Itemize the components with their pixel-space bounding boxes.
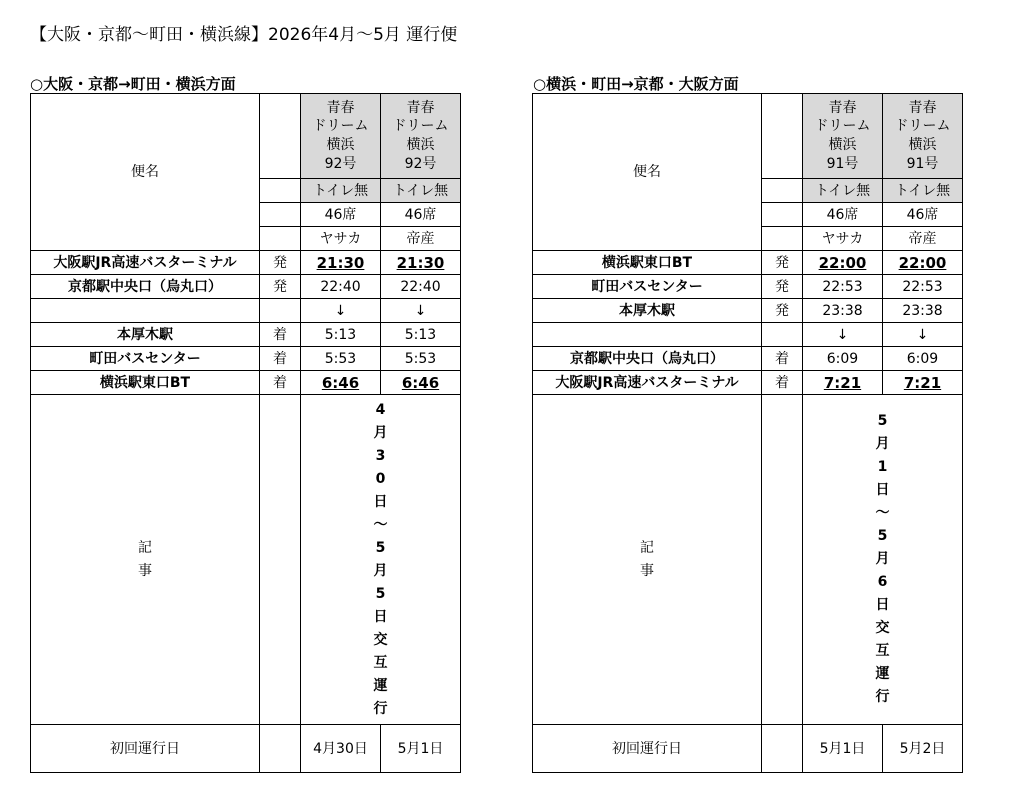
stop-time: 22:53 — [803, 275, 883, 299]
toilet-info: トイレ無 — [803, 179, 883, 203]
first-day-label: 初回運行日 — [31, 725, 260, 773]
kiji-label: 記事 — [31, 395, 260, 725]
stop-name: 京都駅中央口（烏丸口） — [533, 347, 762, 371]
toilet-info: トイレ無 — [301, 179, 381, 203]
seat-count: 46席 — [803, 203, 883, 227]
stop-time: 22:40 — [381, 275, 461, 299]
stop-name: 大阪駅JR高速バスターミナル — [31, 251, 260, 275]
stop-mark — [762, 323, 803, 347]
stop-time: 7:21 — [803, 371, 883, 395]
kiji-note: 4月30日～5月5日交互運行 — [301, 395, 461, 725]
stop-name: 本厚木駅 — [31, 323, 260, 347]
stop-time: 23:38 — [883, 299, 963, 323]
stop-mark: 着 — [260, 323, 301, 347]
bus-name: 青春 ドリーム 横浜 91号 — [803, 94, 883, 179]
arrow-down: ↓ — [301, 299, 381, 323]
stop-time: 21:30 — [381, 251, 461, 275]
stop-mark — [260, 299, 301, 323]
bus-name: 青春 ドリーム 横浜 92号 — [381, 94, 461, 179]
binmei-label: 便名 — [31, 94, 260, 251]
operator: 帝産 — [883, 227, 963, 251]
stop-name: 横浜駅東口BT — [31, 371, 260, 395]
stop-mark: 着 — [260, 347, 301, 371]
stop-time: 21:30 — [301, 251, 381, 275]
stop-name: 横浜駅東口BT — [533, 251, 762, 275]
stop-mark: 発 — [260, 251, 301, 275]
stop-mark: 着 — [260, 371, 301, 395]
toilet-info: トイレ無 — [381, 179, 461, 203]
stop-time: 7:21 — [883, 371, 963, 395]
kiji-note: 5月1日～5月6日交互運行 — [803, 395, 963, 725]
stop-time: 5:53 — [381, 347, 461, 371]
bus-name: 青春 ドリーム 横浜 91号 — [883, 94, 963, 179]
stop-time: 22:00 — [883, 251, 963, 275]
stop-time: 22:40 — [301, 275, 381, 299]
arrow-down: ↓ — [803, 323, 883, 347]
stop-time: 6:46 — [301, 371, 381, 395]
stop-time: 22:00 — [803, 251, 883, 275]
page-title: 【大阪・京都～町田・横浜線】2026年4月～5月 運行便 — [30, 25, 458, 45]
outbound-section-title: ○大阪・京都→町田・横浜方面 — [30, 75, 236, 93]
stop-mark: 発 — [260, 275, 301, 299]
first-day: 5月1日 — [381, 725, 461, 773]
seat-count: 46席 — [381, 203, 461, 227]
first-day: 4月30日 — [301, 725, 381, 773]
stop-time: 6:09 — [883, 347, 963, 371]
first-day-label: 初回運行日 — [533, 725, 762, 773]
arrow-down: ↓ — [883, 323, 963, 347]
binmei-label: 便名 — [533, 94, 762, 251]
stop-time: 22:53 — [883, 275, 963, 299]
stop-time: 6:46 — [381, 371, 461, 395]
seat-count: 46席 — [883, 203, 963, 227]
operator: ヤサカ — [803, 227, 883, 251]
stop-name: 大阪駅JR高速バスターミナル — [533, 371, 762, 395]
stop-name: 町田バスセンター — [31, 347, 260, 371]
bus-name: 青春 ドリーム 横浜 92号 — [301, 94, 381, 179]
inbound-section-title: ○横浜・町田→京都・大阪方面 — [533, 75, 739, 93]
stop-mark: 発 — [762, 275, 803, 299]
kiji-label: 記事 — [533, 395, 762, 725]
stop-time: 5:13 — [381, 323, 461, 347]
operator: ヤサカ — [301, 227, 381, 251]
stop-name: 本厚木駅 — [533, 299, 762, 323]
stop-time: 5:13 — [301, 323, 381, 347]
stop-time: 5:53 — [301, 347, 381, 371]
arrow-down: ↓ — [381, 299, 461, 323]
stop-name — [31, 299, 260, 323]
stop-mark: 着 — [762, 371, 803, 395]
stop-name: 京都駅中央口（烏丸口） — [31, 275, 260, 299]
first-day: 5月2日 — [883, 725, 963, 773]
toilet-info: トイレ無 — [883, 179, 963, 203]
stop-mark: 発 — [762, 299, 803, 323]
stop-time: 6:09 — [803, 347, 883, 371]
operator: 帝産 — [381, 227, 461, 251]
stop-time: 23:38 — [803, 299, 883, 323]
inbound-timetable — [532, 93, 963, 773]
seat-count: 46席 — [301, 203, 381, 227]
stop-mark: 発 — [762, 251, 803, 275]
stop-mark: 着 — [762, 347, 803, 371]
stop-name — [533, 323, 762, 347]
first-day: 5月1日 — [803, 725, 883, 773]
outbound-timetable — [30, 93, 461, 773]
stop-name: 町田バスセンター — [533, 275, 762, 299]
